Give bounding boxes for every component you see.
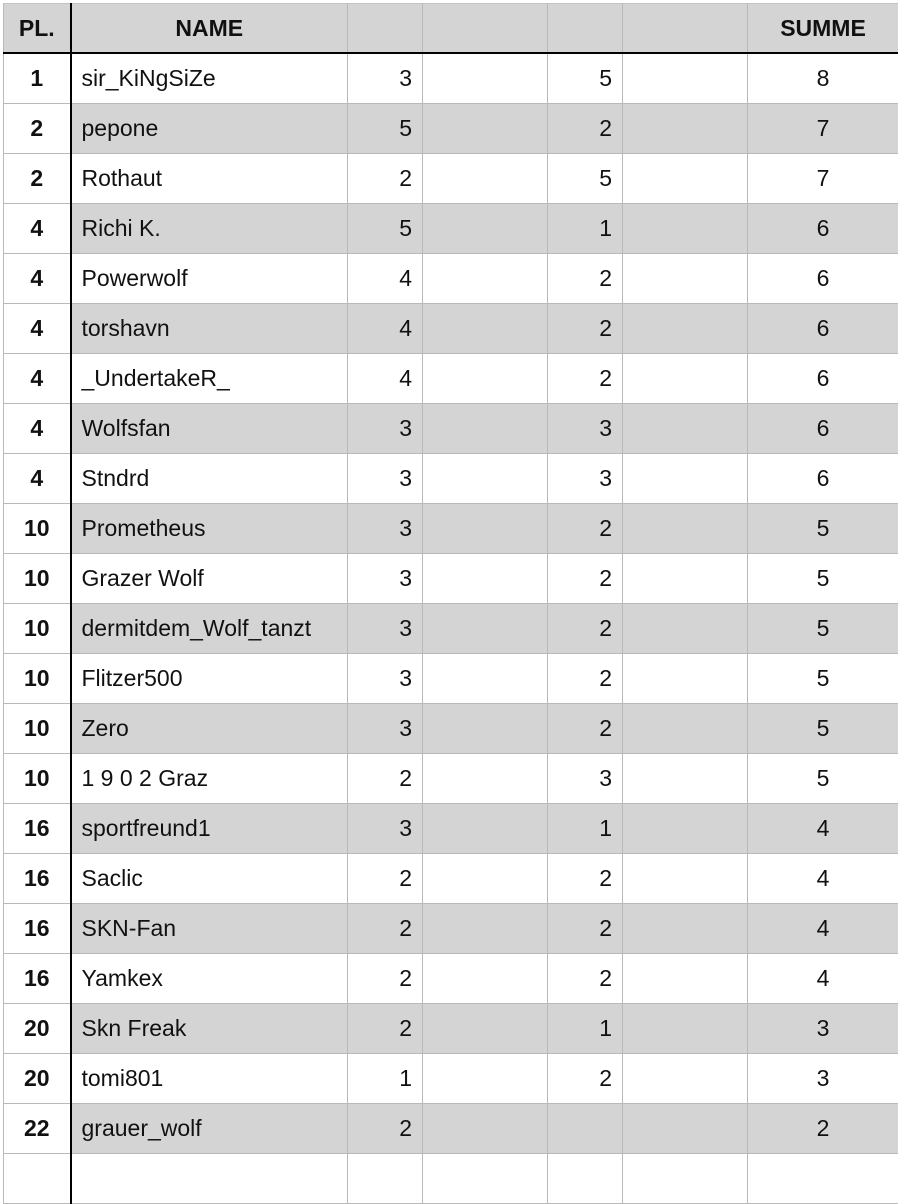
sum-cell[interactable]: 6 xyxy=(748,354,898,404)
place-cell[interactable]: 10 xyxy=(4,754,71,804)
place-cell[interactable]: 10 xyxy=(4,604,71,654)
place-cell[interactable]: 20 xyxy=(4,1054,71,1104)
name-cell[interactable]: SKN-Fan xyxy=(71,904,348,954)
table-row xyxy=(4,354,898,404)
round-1-cell[interactable]: 2 xyxy=(348,1104,423,1154)
sum-cell[interactable]: 5 xyxy=(748,754,898,804)
name-cell[interactable]: _UndertakeR_ xyxy=(71,354,348,404)
empty-cell-2[interactable] xyxy=(623,654,748,704)
round-2-cell[interactable]: 2 xyxy=(548,1054,623,1104)
name-cell[interactable]: 1 9 0 2 Graz xyxy=(71,754,348,804)
place-cell[interactable]: 20 xyxy=(4,1004,71,1054)
place-cell[interactable]: 10 xyxy=(4,554,71,604)
round-2-cell[interactable]: 2 xyxy=(548,354,623,404)
table-row xyxy=(4,954,898,1004)
empty-cell-2[interactable] xyxy=(623,1054,748,1104)
empty-cell-2[interactable] xyxy=(623,1104,748,1154)
empty-cell-1[interactable] xyxy=(423,554,548,604)
place-cell[interactable]: 4 xyxy=(4,254,71,304)
table-row xyxy=(4,204,898,254)
table-row xyxy=(4,654,898,704)
round-1-cell[interactable]: 2 xyxy=(348,1004,423,1054)
place-cell[interactable]: 4 xyxy=(4,354,71,404)
empty-cell-2[interactable] xyxy=(623,804,748,854)
sum-cell[interactable]: 5 xyxy=(748,704,898,754)
empty-cell-2[interactable] xyxy=(623,854,748,904)
empty-cell-2[interactable] xyxy=(623,504,748,554)
header-empty-1[interactable] xyxy=(423,4,548,54)
sum-cell[interactable]: 5 xyxy=(748,604,898,654)
name-cell[interactable]: grauer_wolf xyxy=(71,1104,348,1154)
table-row xyxy=(4,804,898,854)
sum-cell[interactable]: 8 xyxy=(748,53,898,104)
round-2-cell[interactable]: 2 xyxy=(548,554,623,604)
sum-cell[interactable]: 7 xyxy=(748,154,898,204)
name-cell[interactable]: Richi K. xyxy=(71,204,348,254)
place-cell[interactable]: 10 xyxy=(4,654,71,704)
place-cell[interactable]: 10 xyxy=(4,704,71,754)
round-2-cell[interactable]: 5 xyxy=(548,154,623,204)
empty-cell-1[interactable] xyxy=(423,254,548,304)
empty-cell-1[interactable] xyxy=(423,954,548,1004)
empty-cell-1[interactable] xyxy=(423,354,548,404)
name-cell[interactable]: sir_KiNgSiZe xyxy=(71,53,348,104)
name-cell[interactable]: sportfreund1 xyxy=(71,804,348,854)
place-cell[interactable]: 4 xyxy=(4,204,71,254)
place-cell[interactable]: 16 xyxy=(4,954,71,1004)
empty-cell-2[interactable] xyxy=(623,954,748,1004)
table-row xyxy=(4,704,898,754)
empty-cell-1[interactable] xyxy=(423,654,548,704)
empty-cell-2[interactable] xyxy=(623,1004,748,1054)
sum-cell[interactable]: 4 xyxy=(748,954,898,1004)
round-2-cell[interactable]: 2 xyxy=(548,704,623,754)
sum-cell[interactable]: 5 xyxy=(748,554,898,604)
round-2-cell[interactable]: 3 xyxy=(548,454,623,504)
empty-cell-2[interactable] xyxy=(623,704,748,754)
place-cell[interactable]: 4 xyxy=(4,454,71,504)
table-row xyxy=(4,1104,898,1154)
place-cell[interactable]: 16 xyxy=(4,804,71,854)
table-body xyxy=(4,53,898,1204)
round-1-cell[interactable]: 3 xyxy=(348,804,423,854)
table-row xyxy=(4,1054,898,1104)
empty-cell-1[interactable] xyxy=(423,154,548,204)
round-2-cell[interactable]: 2 xyxy=(548,504,623,554)
empty-cell-2[interactable] xyxy=(623,404,748,454)
sum-cell[interactable]: 4 xyxy=(748,854,898,904)
header-name[interactable]: NAME xyxy=(71,4,348,54)
empty-cell-1[interactable] xyxy=(423,454,548,504)
table-row xyxy=(4,104,898,154)
empty-cell-1[interactable] xyxy=(423,104,548,154)
table-row xyxy=(4,504,898,554)
round-2-cell[interactable]: 2 xyxy=(548,854,623,904)
round-1-cell[interactable]: 1 xyxy=(348,1054,423,1104)
name-cell[interactable]: Skn Freak xyxy=(71,1004,348,1054)
round-1-cell[interactable]: 4 xyxy=(348,354,423,404)
header-place[interactable]: PL. xyxy=(4,4,71,54)
empty-cell-2[interactable] xyxy=(623,304,748,354)
name-cell[interactable]: dermitdem_Wolf_tanzt xyxy=(71,604,348,654)
header-round-2[interactable] xyxy=(548,4,623,54)
empty-cell-1[interactable] xyxy=(423,1154,548,1204)
table-row xyxy=(4,754,898,804)
empty-cell-2[interactable] xyxy=(623,454,748,504)
table-row xyxy=(4,154,898,204)
round-1-cell[interactable]: 2 xyxy=(348,154,423,204)
name-cell[interactable]: Rothaut xyxy=(71,154,348,204)
empty-cell-2[interactable] xyxy=(623,254,748,304)
table-row xyxy=(4,304,898,354)
place-cell[interactable]: 2 xyxy=(4,154,71,204)
name-cell[interactable]: Zero xyxy=(71,704,348,754)
sum-cell[interactable]: 7 xyxy=(748,104,898,154)
sum-cell[interactable]: 4 xyxy=(748,804,898,854)
sum-cell[interactable]: 4 xyxy=(748,904,898,954)
empty-cell-1[interactable] xyxy=(423,604,548,654)
round-1-cell[interactable]: 3 xyxy=(348,454,423,504)
sum-cell[interactable]: 6 xyxy=(748,454,898,504)
round-2-cell[interactable] xyxy=(548,1104,623,1154)
standings-table xyxy=(3,3,898,1204)
place-cell[interactable]: 4 xyxy=(4,404,71,454)
sum-cell[interactable]: 6 xyxy=(748,254,898,304)
round-1-cell[interactable]: 3 xyxy=(348,604,423,654)
round-2-cell[interactable]: 2 xyxy=(548,954,623,1004)
place-cell[interactable]: 22 xyxy=(4,1104,71,1154)
table-row xyxy=(4,454,898,504)
empty-cell-2[interactable] xyxy=(623,53,748,104)
empty-cell-1[interactable] xyxy=(423,1054,548,1104)
name-cell[interactable]: tomi801 xyxy=(71,1054,348,1104)
name-cell[interactable]: Wolfsfan xyxy=(71,404,348,454)
table-row xyxy=(4,854,898,904)
table-row xyxy=(4,604,898,654)
table-header xyxy=(4,4,898,54)
place-cell[interactable]: 16 xyxy=(4,854,71,904)
name-cell[interactable]: Powerwolf xyxy=(71,254,348,304)
table-row xyxy=(4,404,898,454)
round-1-cell[interactable]: 2 xyxy=(348,854,423,904)
round-2-cell[interactable]: 1 xyxy=(548,804,623,854)
table-row xyxy=(4,254,898,304)
round-1-cell[interactable]: 5 xyxy=(348,104,423,154)
sum-cell[interactable]: 3 xyxy=(748,1004,898,1054)
round-1-cell[interactable]: 3 xyxy=(348,654,423,704)
round-2-cell[interactable]: 3 xyxy=(548,404,623,454)
sum-cell[interactable]: 5 xyxy=(748,504,898,554)
place-cell[interactable]: 1 xyxy=(4,53,71,104)
table-row xyxy=(4,1004,898,1054)
round-1-cell[interactable]: 2 xyxy=(348,904,423,954)
round-2-cell[interactable]: 2 xyxy=(548,604,623,654)
header-round-1[interactable] xyxy=(348,4,423,54)
table-row xyxy=(4,1154,898,1204)
place-cell[interactable]: 10 xyxy=(4,504,71,554)
empty-cell-1[interactable] xyxy=(423,804,548,854)
empty-cell-1[interactable] xyxy=(423,404,548,454)
round-2-cell[interactable]: 1 xyxy=(548,1004,623,1054)
header-empty-2[interactable] xyxy=(623,4,748,54)
sum-cell[interactable]: 5 xyxy=(748,654,898,704)
round-1-cell[interactable] xyxy=(348,1154,423,1204)
round-2-cell[interactable]: 2 xyxy=(548,654,623,704)
name-cell[interactable]: torshavn xyxy=(71,304,348,354)
empty-cell-2[interactable] xyxy=(623,104,748,154)
round-1-cell[interactable]: 3 xyxy=(348,53,423,104)
round-1-cell[interactable]: 4 xyxy=(348,254,423,304)
empty-cell-1[interactable] xyxy=(423,304,548,354)
empty-cell-2[interactable] xyxy=(623,554,748,604)
empty-cell-2[interactable] xyxy=(623,1154,748,1204)
round-2-cell[interactable]: 2 xyxy=(548,254,623,304)
table-row xyxy=(4,904,898,954)
round-2-cell[interactable]: 3 xyxy=(548,754,623,804)
round-2-cell[interactable]: 2 xyxy=(548,904,623,954)
name-cell[interactable]: Stndrd xyxy=(71,454,348,504)
empty-cell-2[interactable] xyxy=(623,904,748,954)
round-2-cell[interactable]: 2 xyxy=(548,104,623,154)
empty-cell-2[interactable] xyxy=(623,204,748,254)
round-1-cell[interactable]: 3 xyxy=(348,704,423,754)
table-row xyxy=(4,53,898,104)
empty-cell-2[interactable] xyxy=(623,354,748,404)
empty-cell-2[interactable] xyxy=(623,604,748,654)
sum-cell[interactable]: 3 xyxy=(748,1054,898,1104)
sum-cell[interactable]: 6 xyxy=(748,204,898,254)
header-row xyxy=(4,4,898,54)
round-2-cell[interactable]: 5 xyxy=(548,53,623,104)
name-cell[interactable]: Grazer Wolf xyxy=(71,554,348,604)
empty-cell-1[interactable] xyxy=(423,53,548,104)
sum-cell[interactable]: 6 xyxy=(748,304,898,354)
empty-cell-1[interactable] xyxy=(423,704,548,754)
empty-cell-2[interactable] xyxy=(623,154,748,204)
table-row xyxy=(4,554,898,604)
round-1-cell[interactable]: 3 xyxy=(348,504,423,554)
empty-cell-1[interactable] xyxy=(423,504,548,554)
place-cell[interactable]: 4 xyxy=(4,304,71,354)
name-cell[interactable]: Prometheus xyxy=(71,504,348,554)
empty-cell-1[interactable] xyxy=(423,1004,548,1054)
empty-cell-1[interactable] xyxy=(423,904,548,954)
round-1-cell[interactable]: 3 xyxy=(348,554,423,604)
empty-cell-1[interactable] xyxy=(423,854,548,904)
round-2-cell[interactable] xyxy=(548,1154,623,1204)
empty-cell-1[interactable] xyxy=(423,754,548,804)
name-cell[interactable]: pepone xyxy=(71,104,348,154)
header-sum[interactable]: SUMME xyxy=(748,4,898,54)
empty-cell-2[interactable] xyxy=(623,754,748,804)
round-2-cell[interactable]: 2 xyxy=(548,304,623,354)
round-1-cell[interactable]: 5 xyxy=(348,204,423,254)
empty-cell-1[interactable] xyxy=(423,204,548,254)
place-cell[interactable]: 16 xyxy=(4,904,71,954)
round-1-cell[interactable]: 2 xyxy=(348,954,423,1004)
name-cell[interactable]: Flitzer500 xyxy=(71,654,348,704)
name-cell[interactable] xyxy=(71,1154,348,1204)
name-cell[interactable]: Yamkex xyxy=(71,954,348,1004)
round-1-cell[interactable]: 4 xyxy=(348,304,423,354)
name-cell[interactable]: Saclic xyxy=(71,854,348,904)
sum-cell[interactable] xyxy=(748,1154,898,1204)
sum-cell[interactable]: 2 xyxy=(748,1104,898,1154)
place-cell[interactable] xyxy=(4,1154,71,1204)
empty-cell-1[interactable] xyxy=(423,1104,548,1154)
sum-cell[interactable]: 6 xyxy=(748,404,898,454)
round-1-cell[interactable]: 2 xyxy=(348,754,423,804)
round-2-cell[interactable]: 1 xyxy=(548,204,623,254)
place-cell[interactable]: 2 xyxy=(4,104,71,154)
round-1-cell[interactable]: 3 xyxy=(348,404,423,454)
